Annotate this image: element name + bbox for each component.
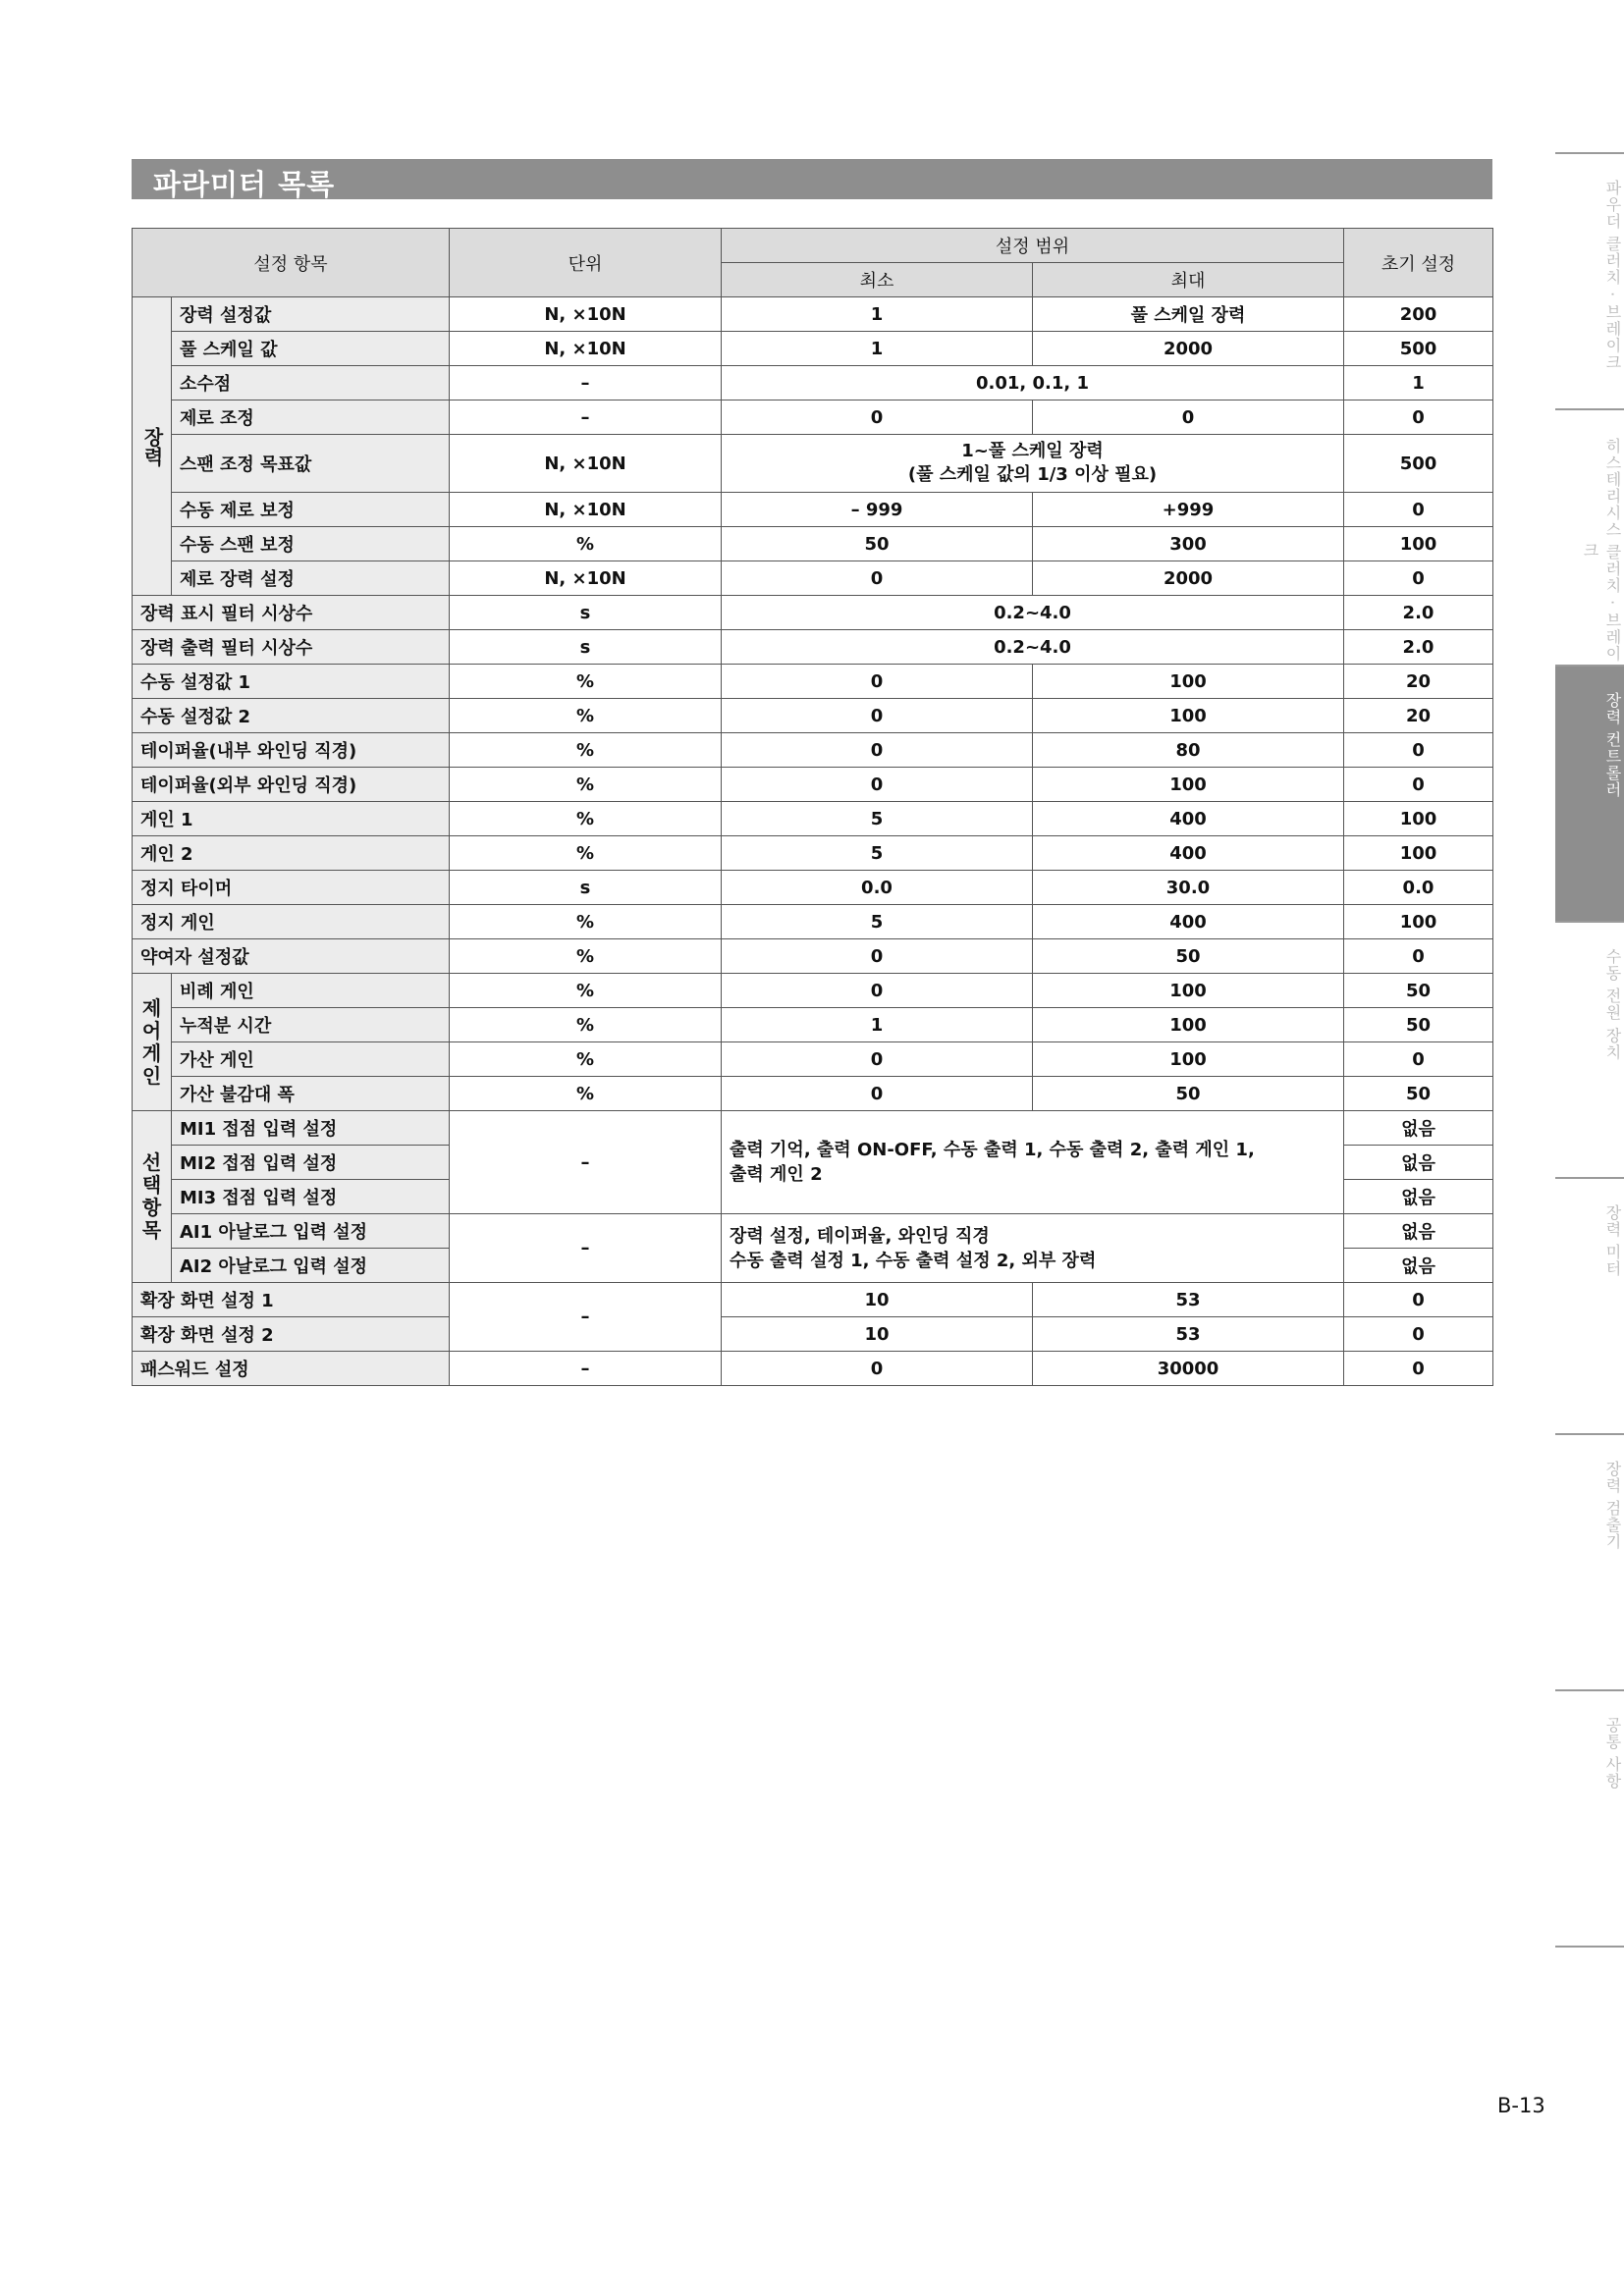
- table-row: [133, 665, 1493, 699]
- param-max: 300: [1033, 527, 1344, 561]
- param-initial: 1: [1344, 366, 1493, 400]
- param-unit: %: [450, 905, 722, 939]
- param-initial: 100: [1344, 905, 1493, 939]
- param-min: 0: [722, 400, 1033, 435]
- parameter-table: [132, 228, 1493, 1386]
- table-row: [133, 1042, 1493, 1077]
- param-unit: %: [450, 974, 722, 1008]
- param-min: 0: [722, 1077, 1033, 1111]
- param-min: 1: [722, 1008, 1033, 1042]
- param-name: MI2 접점 입력 설정: [172, 1146, 450, 1180]
- param-name: 정지 타이머: [133, 871, 450, 905]
- param-unit: %: [450, 802, 722, 836]
- side-tab-tension-controller[interactable]: [1555, 665, 1624, 921]
- param-range-line1: 1~풀 스케일 장력: [961, 441, 1104, 461]
- param-name: AI2 아날로그 입력 설정: [172, 1249, 450, 1283]
- table-row: [133, 493, 1493, 527]
- param-name: 가산 게인: [172, 1042, 450, 1077]
- param-unit: –: [450, 366, 722, 400]
- param-name: 확장 화면 설정 1: [133, 1283, 450, 1317]
- param-name: AI1 아날로그 입력 설정: [172, 1214, 450, 1249]
- param-initial: 2.0: [1344, 630, 1493, 665]
- param-name: MI1 접점 입력 설정: [172, 1111, 450, 1146]
- param-initial: 100: [1344, 836, 1493, 871]
- table-row: [133, 1077, 1493, 1111]
- param-name: 장력 표시 필터 시상수: [133, 596, 450, 630]
- param-initial: 20: [1344, 665, 1493, 699]
- param-unit: N, ×10N: [450, 297, 722, 332]
- table-row: [133, 297, 1493, 332]
- side-tab-tension-meter[interactable]: [1555, 1177, 1624, 1433]
- param-name: 장력 설정값: [172, 297, 450, 332]
- param-max: 53: [1033, 1283, 1344, 1317]
- param-range: 0.2~4.0: [722, 596, 1344, 630]
- param-name: 풀 스케일 값: [172, 332, 450, 366]
- table-row: [133, 366, 1493, 400]
- param-initial: 0: [1344, 939, 1493, 974]
- side-tab-hysteresis-clutch[interactable]: [1555, 408, 1624, 665]
- param-name: 장력 출력 필터 시상수: [133, 630, 450, 665]
- table-row: [133, 905, 1493, 939]
- param-unit: %: [450, 1077, 722, 1111]
- param-initial: 없음: [1344, 1249, 1493, 1283]
- param-max: 400: [1033, 905, 1344, 939]
- param-name: 수동 설정값 2: [133, 699, 450, 733]
- param-max: 100: [1033, 974, 1344, 1008]
- table-row: [133, 836, 1493, 871]
- header-initial: 초기 설정: [1344, 229, 1493, 297]
- param-max: 100: [1033, 699, 1344, 733]
- param-range-line2: (풀 스케일 값의 1/3 이상 필요): [907, 464, 1158, 485]
- param-max: 30000: [1033, 1352, 1344, 1386]
- param-initial: 없음: [1344, 1111, 1493, 1146]
- param-initial: 20: [1344, 699, 1493, 733]
- param-initial: 2.0: [1344, 596, 1493, 630]
- param-name: 테이퍼율(내부 와인딩 직경): [133, 733, 450, 768]
- side-tab-label: 수동 전원 장치: [1603, 948, 1622, 1061]
- param-max: 2000: [1033, 561, 1344, 596]
- table-row: [133, 1111, 1493, 1146]
- param-initial: 0: [1344, 1352, 1493, 1386]
- table-row: [133, 733, 1493, 768]
- param-unit: %: [450, 527, 722, 561]
- param-min: 10: [722, 1317, 1033, 1352]
- param-min: 50: [722, 527, 1033, 561]
- param-max: 80: [1033, 733, 1344, 768]
- side-tab-tension-detector[interactable]: [1555, 1433, 1624, 1689]
- param-initial: 0: [1344, 1317, 1493, 1352]
- param-name: 게인 2: [133, 836, 450, 871]
- param-name: 수동 제로 보정: [172, 493, 450, 527]
- param-options: [722, 1214, 1344, 1283]
- param-range: [722, 435, 1344, 493]
- table-row: [133, 1283, 1493, 1317]
- group-label-control-gain: 제어게인: [133, 974, 172, 1111]
- param-initial: 0: [1344, 768, 1493, 802]
- table-row: [133, 561, 1493, 596]
- table-row: [133, 974, 1493, 1008]
- param-min: – 999: [722, 493, 1033, 527]
- param-name: 패스워드 설정: [133, 1352, 450, 1386]
- side-tab-label: 공통 사항: [1603, 1717, 1622, 1790]
- header-item: 설정 항목: [133, 229, 450, 297]
- header-max: 최대: [1033, 263, 1344, 297]
- param-name: 약여자 설정값: [133, 939, 450, 974]
- side-tab-label: 장력 검출기: [1603, 1461, 1622, 1551]
- param-max: 400: [1033, 802, 1344, 836]
- table-row: [133, 1352, 1493, 1386]
- table-row: [133, 871, 1493, 905]
- param-max: +999: [1033, 493, 1344, 527]
- param-initial: 없음: [1344, 1146, 1493, 1180]
- param-min: 5: [722, 905, 1033, 939]
- param-unit: –: [450, 400, 722, 435]
- param-initial: 100: [1344, 802, 1493, 836]
- param-max: 50: [1033, 1077, 1344, 1111]
- side-tab-label: 장력 컨트롤러: [1603, 692, 1622, 799]
- param-min: 0: [722, 939, 1033, 974]
- param-name: 비례 게인: [172, 974, 450, 1008]
- param-initial: 50: [1344, 1008, 1493, 1042]
- header-unit: 단위: [450, 229, 722, 297]
- param-min: 0: [722, 768, 1033, 802]
- page-number: B-13: [1497, 2094, 1545, 2117]
- param-initial: 0: [1344, 733, 1493, 768]
- param-min: 0: [722, 733, 1033, 768]
- param-unit: %: [450, 665, 722, 699]
- param-name: 스팬 조정 목표값: [172, 435, 450, 493]
- param-max: 53: [1033, 1317, 1344, 1352]
- table-row: [133, 1214, 1493, 1249]
- param-min: 5: [722, 802, 1033, 836]
- param-initial: 500: [1344, 332, 1493, 366]
- param-initial: 0: [1344, 1042, 1493, 1077]
- param-initial: 100: [1344, 527, 1493, 561]
- param-initial: 없음: [1344, 1180, 1493, 1214]
- param-min: 10: [722, 1283, 1033, 1317]
- group-label-tension: 장력: [133, 297, 172, 596]
- param-max: 100: [1033, 768, 1344, 802]
- param-range: 0.2~4.0: [722, 630, 1344, 665]
- param-name: 소수점: [172, 366, 450, 400]
- param-name: 제로 장력 설정: [172, 561, 450, 596]
- param-unit: s: [450, 630, 722, 665]
- param-name: 제로 조정: [172, 400, 450, 435]
- table-row: [133, 596, 1493, 630]
- param-name: 수동 스팬 보정: [172, 527, 450, 561]
- param-initial: 0: [1344, 400, 1493, 435]
- param-min: 0: [722, 699, 1033, 733]
- table-row: [133, 939, 1493, 974]
- param-unit: N, ×10N: [450, 332, 722, 366]
- param-name: 게인 1: [133, 802, 450, 836]
- table-row: [133, 802, 1493, 836]
- side-tab-label: 파우더 클러치 · 브레이크: [1603, 180, 1622, 371]
- param-options: [722, 1111, 1344, 1214]
- param-initial: 0: [1344, 1283, 1493, 1317]
- side-tab-powder-clutch[interactable]: [1555, 152, 1624, 408]
- param-max: 30.0: [1033, 871, 1344, 905]
- chapter-side-tabs: [1555, 152, 1624, 1948]
- table-row: [133, 400, 1493, 435]
- param-max: 50: [1033, 939, 1344, 974]
- side-tab-label: 장력 미터: [1603, 1204, 1622, 1278]
- param-unit: %: [450, 768, 722, 802]
- param-min: 1: [722, 332, 1033, 366]
- param-initial: 200: [1344, 297, 1493, 332]
- param-min: 0: [722, 1352, 1033, 1386]
- param-min: 5: [722, 836, 1033, 871]
- param-unit: %: [450, 699, 722, 733]
- param-unit: N, ×10N: [450, 493, 722, 527]
- param-unit: %: [450, 1042, 722, 1077]
- table-row: [133, 630, 1493, 665]
- param-min: 0.0: [722, 871, 1033, 905]
- param-unit: –: [450, 1111, 722, 1214]
- param-initial: 0.0: [1344, 871, 1493, 905]
- table-row: [133, 768, 1493, 802]
- param-options-line2: 수동 출력 설정 1, 수동 출력 설정 2, 외부 장력: [730, 1250, 1097, 1271]
- side-tabs-divider: [1555, 1946, 1624, 1948]
- param-unit: –: [450, 1352, 722, 1386]
- param-name: 가산 불감대 폭: [172, 1077, 450, 1111]
- param-options-line1: 출력 기억, 출력 ON-OFF, 수동 출력 1, 수동 출력 2, 출력 게인 1,: [730, 1140, 1255, 1160]
- param-unit: s: [450, 596, 722, 630]
- param-unit: %: [450, 939, 722, 974]
- param-unit: –: [450, 1283, 722, 1352]
- table-row: [133, 699, 1493, 733]
- param-max: 400: [1033, 836, 1344, 871]
- param-initial: 없음: [1344, 1214, 1493, 1249]
- param-max: 100: [1033, 665, 1344, 699]
- param-min: 0: [722, 665, 1033, 699]
- param-min: 0: [722, 561, 1033, 596]
- param-name: MI3 접점 입력 설정: [172, 1180, 450, 1214]
- param-unit: s: [450, 871, 722, 905]
- param-min: 0: [722, 1042, 1033, 1077]
- param-max: 풀 스케일 장력: [1033, 297, 1344, 332]
- header-range: 설정 범위: [722, 229, 1344, 263]
- param-initial: 50: [1344, 974, 1493, 1008]
- param-unit: –: [450, 1214, 722, 1283]
- page-title: 파라미터 목록: [153, 168, 336, 201]
- header-min: 최소: [722, 263, 1033, 297]
- side-tab-label: 히스테리시스 클러치 · 브레이크: [1581, 438, 1622, 663]
- param-name: 확장 화면 설정 2: [133, 1317, 450, 1352]
- param-max: 2000: [1033, 332, 1344, 366]
- group-label-selection: 선택항목: [133, 1111, 172, 1283]
- param-range: 0.01, 0.1, 1: [722, 366, 1344, 400]
- section-title-bar: [132, 159, 1492, 199]
- table-row: [133, 1008, 1493, 1042]
- param-name: 누적분 시간: [172, 1008, 450, 1042]
- param-initial: 0: [1344, 561, 1493, 596]
- param-initial: 50: [1344, 1077, 1493, 1111]
- param-max: 0: [1033, 400, 1344, 435]
- table-row: [133, 1317, 1493, 1352]
- table-row: [133, 332, 1493, 366]
- param-unit: N, ×10N: [450, 435, 722, 493]
- param-max: 100: [1033, 1008, 1344, 1042]
- param-unit: %: [450, 1008, 722, 1042]
- param-name: 정지 게인: [133, 905, 450, 939]
- table-row: [133, 527, 1493, 561]
- param-initial: 500: [1344, 435, 1493, 493]
- param-options-line1: 장력 설정, 테이퍼율, 와인딩 직경: [730, 1225, 990, 1247]
- param-unit: %: [450, 733, 722, 768]
- side-tab-common[interactable]: [1555, 1689, 1624, 1946]
- table-row: [133, 435, 1493, 493]
- param-initial: 0: [1344, 493, 1493, 527]
- param-max: 100: [1033, 1042, 1344, 1077]
- param-options-line2: 출력 게인 2: [730, 1164, 823, 1185]
- side-tab-manual-power-unit[interactable]: [1555, 921, 1624, 1177]
- param-name: 테이퍼율(외부 와인딩 직경): [133, 768, 450, 802]
- header-row: [133, 229, 1493, 263]
- param-unit: N, ×10N: [450, 561, 722, 596]
- param-name: 수동 설정값 1: [133, 665, 450, 699]
- param-unit: %: [450, 836, 722, 871]
- param-min: 0: [722, 974, 1033, 1008]
- param-min: 1: [722, 297, 1033, 332]
